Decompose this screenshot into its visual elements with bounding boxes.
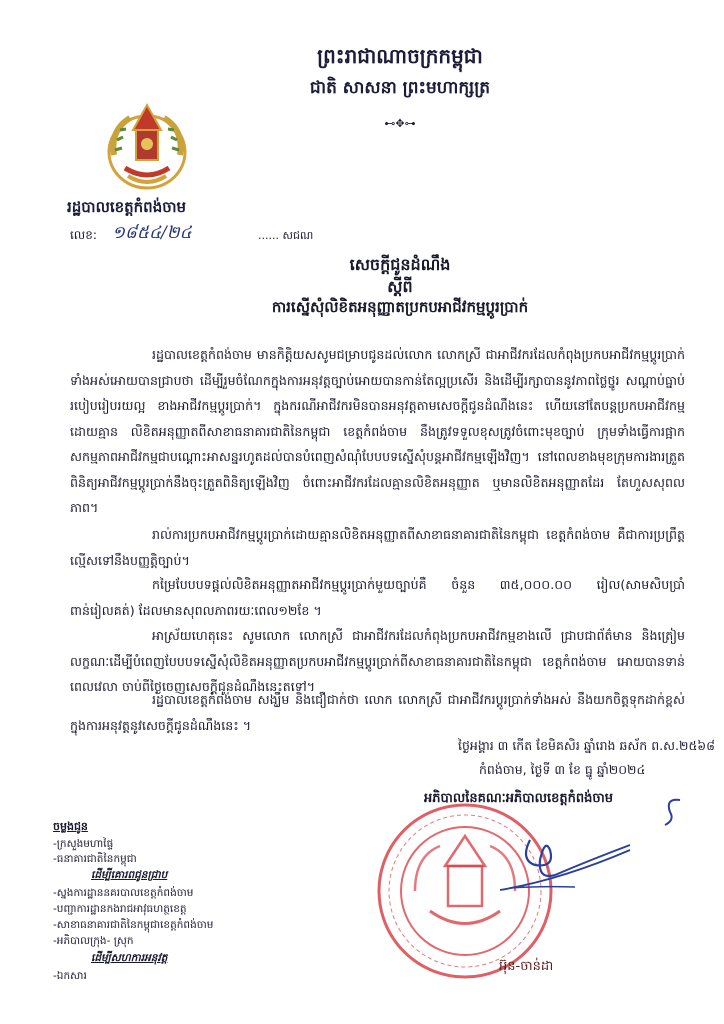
cc-item: -ឯកសារ: [53, 970, 87, 982]
notice-subject: ការស្នើសុំលិខិតអនុញ្ញាតប្រកបអាជីវកម្មប្តូរប្រាក់: [271, 298, 529, 316]
solar-date: កំពង់ចាម, ថ្ងៃទី ៣ ខែ ធ្នូ ឆ្នាំ២០២៤: [479, 762, 646, 777]
lunar-date: ថ្ងៃអង្គារ ៣ កើត ខែមិគសិរ ឆ្នាំរោង ឆស័ក ព.ស.២៥៦៨: [458, 738, 716, 753]
motto-heading: ជាតិ សាសនា ព្រះមហាក្សត្រ: [309, 78, 491, 98]
cc-item: -សាខាធនាគារជាតិនៃកម្ពុជាខេត្តកំពង់ចាម: [53, 919, 214, 931]
handwritten-signature: [480, 790, 700, 960]
body-paragraph-1: រដ្ឋបាលខេត្តកំពង់ចាម មានកិត្តិយសសូមជម្រាបជូនដល់លោក លោកស្រី ជាអាជីវករដែលកំពុងប្រកបអាជីវកម្មប្តូរប្រាក់ទាំងអស់អោយបានជ្រាបថា ដើម្បីរួមចំណែកក្នុងការអនុវត្តច្បាប់អោយបានកាន់តែល្អប្រសើរ និងដើម្បីរក្សាបាននូវភាពថ្លៃថ្នូរ សណ្តាប់ធ្នាប់ របៀបរៀបរយល្អ ខាងអាជីវកម្មប្តូរប្រាក់។ ក្នុងករណីអាជីវករមិនបានអនុវត្តតាមសេចក្តីជូនដំណឹងនេះ ហើយនៅតែបន្តប្រកបអាជីវកម្មដោយគ្មាន លិខិតអនុញ្ញាតពីសាខាធនាគារជាតិនៃកម្ពុជា ខេត្តកំពង់ចាម នឹងត្រូវទទួលខុសត្រូវចំពោះមុខច្បាប់ ក្រុមទាំងធ្វើការផ្អាកសកម្មភាពអាជីវកម្មជាបណ្តោះអាសន្នរហូតដល់បានបំពេញសំណុំបែបបទស្នើសុំបន្តអាជីវកម្មឡើងវិញ។ នៅពេលខាងមុខក្រុមការងារត្រួតពិនិត្យអាជីវកម្មប្តូរប្រាក់នឹងចុះត្រួតពិនិត្យឡើងវិញ ចំពោះអាជីវករដែលគ្មានលិខិតអនុញ្ញាត ឬមានលិខិតអនុញ្ញាតដែរ តែហួសសុពលភាព។: [70, 347, 685, 515]
cc-item: -អភិបាលក្រុង- ស្រុក: [53, 935, 134, 947]
cc-item: -ក្រសួងមហាផ្ទៃ: [53, 838, 114, 850]
cc-purpose-note: ដើម្បីសហការអនុវត្ត: [91, 952, 168, 964]
body-paragraph-4: អាស្រ័យហេតុនេះ សូមលោក លោកស្រី ជាអាជីវករដែលកំពុងប្រកបអាជីវកម្មខាងលើ ជ្រាបជាព័ត៌មាន និងត្រៀមលក្ខណៈដើម្បីបំពេញបែបបទស្នើសុំលិខិតអនុញ្ញាតប្រកបអាជីវកម្មប្តូរប្រាក់ពីសាខាធនាគារជាតិនៃកម្ពុជា ខេត្តកំពង់ចាម អោយបានទាន់ពេលវេលា ចាប់ពីថ្ងៃចេញសេចក្តីជូនដំណឹងនេះតទៅ។: [70, 628, 685, 694]
issuing-office: រដ្ឋបាលខេត្តកំពង់ចាម: [67, 198, 187, 216]
reference-suffix: ...... សជណ: [258, 229, 314, 242]
cc-item: -ធនាគារជាតិនៃកម្ពុជា: [53, 853, 137, 865]
divider-ornament: ⊷✥⊶: [384, 117, 416, 130]
notice-title: សេចក្តីជូនដំណឹង: [349, 255, 451, 274]
coat-of-arms-emblem: [100, 100, 195, 195]
signatory-name: អ៊ុន-ចាន់ដា: [499, 959, 554, 974]
cc-purpose-note: ដើម្បីគោរពជូនជ្រាប: [91, 869, 168, 881]
body-paragraph-2: រាល់ការប្រកបអាជីវកម្មប្តូរប្រាក់ដោយគ្មានលិខិតអនុញ្ញាតពីសាខាធនាគារជាតិនៃកម្ពុជា ខេត្តកំពង់ចាម គឺជាការប្រព្រឹត្តល្មើសទៅនឹងបញ្ញត្តិច្បាប់។: [70, 527, 685, 568]
notice-subject-label: ស្តីពី: [387, 277, 413, 296]
reference-label: លេខ:: [70, 228, 97, 242]
kingdom-heading: ព្រះរាជាណាចក្រកម្ពុជា: [317, 44, 483, 68]
body-paragraph-3: កម្រៃបែបបទផ្តល់លិខិតអនុញ្ញាតអាជីវកម្មប្តូរប្រាក់មួយច្បាប់គឺ ចំនួន ៣៥,០០០.០០ រៀល(សាមសិបប្រាំពាន់រៀលគត់) ដែលមានសុពលភាពរយៈពេល១២ខែ ។: [70, 577, 685, 618]
body-paragraph-5: រដ្ឋបាលខេត្តកំពង់ចាម សង្ឃឹម និងជឿជាក់ថា លោក លោកស្រី ជាអាជីវករប្តូរប្រាក់ទាំងអស់ នឹងយកចិត្តទុកដាក់ខ្ពស់ក្នុងការអនុវត្តនូវសេចក្តីជូនដំណឹងនេះ ។: [70, 692, 685, 733]
cc-label: ចម្លងជូន: [53, 820, 88, 833]
signatory-title: អភិបាលនៃគណៈអភិបាលខេត្តកំពង់ចាម: [424, 791, 614, 806]
cc-item: -ស្នងការដ្ឋាននគរបាលខេត្តកំពង់ចាម: [53, 887, 194, 899]
reference-number: ១៨៥៤/២៤: [112, 223, 192, 243]
cc-item: -បញ្ជាការដ្ឋានកងរាជអាវុធហត្ថខេត្ត: [53, 903, 187, 915]
